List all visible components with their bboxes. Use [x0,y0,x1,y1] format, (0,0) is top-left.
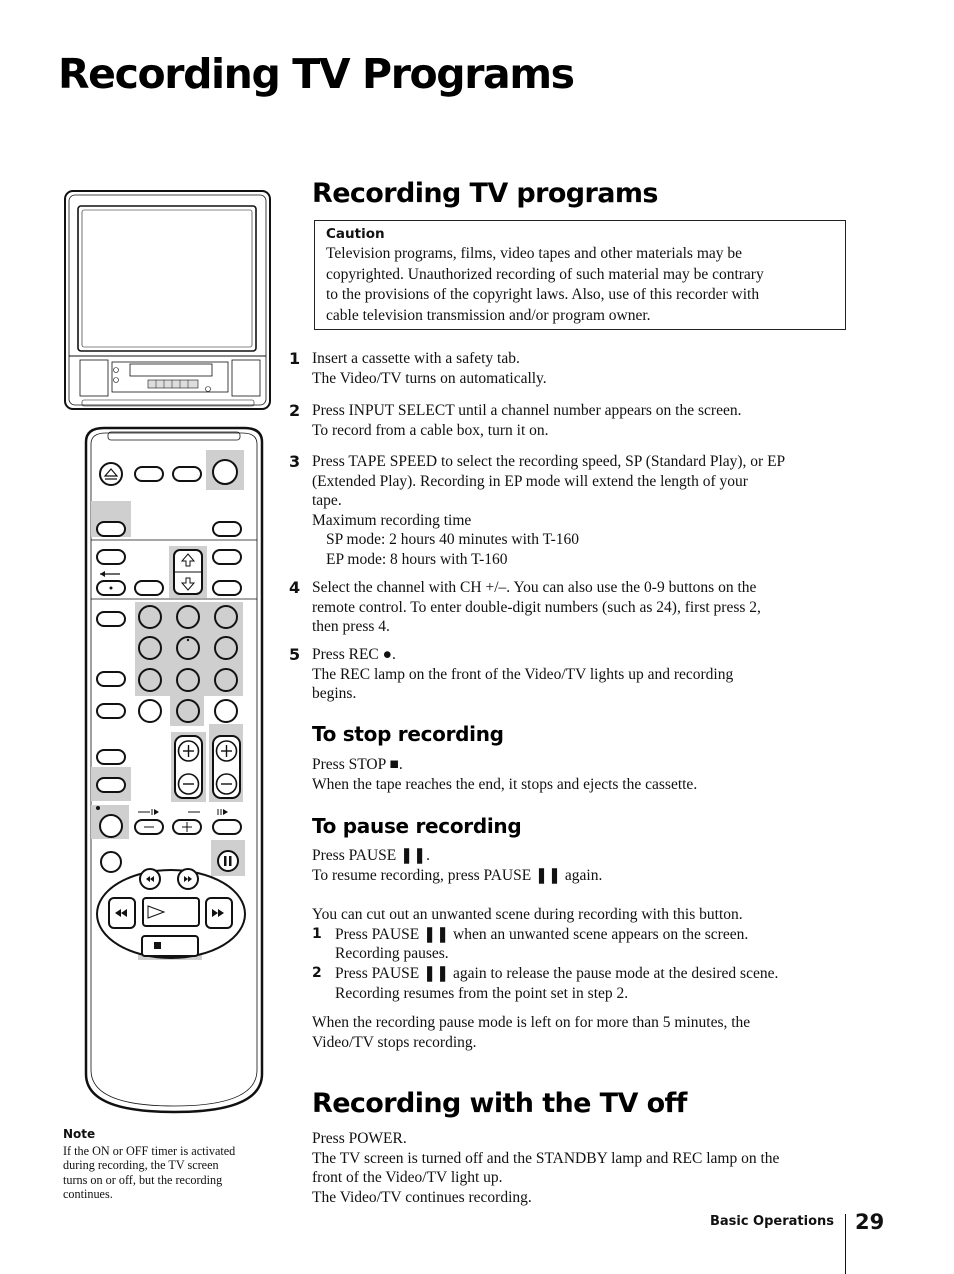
body-line: You can cut out an unwanted scene during recording with this button. [312,906,743,924]
pause-recording-text [312,846,852,1052]
body-line: Recording resumes from the point set in step 2. [335,984,629,1002]
step-text: Press INPUT SELECT until a channel number appears on the screen. [312,402,742,419]
footer-divider [845,1214,846,1274]
caution-line: Television programs, films, video tapes and other materials may be [326,245,743,262]
note-line: If the ON or OFF timer is activated [63,1144,236,1158]
step-text: SP mode: 2 hours 40 minutes with T-160 [326,531,580,549]
step-number: 4 [289,578,301,597]
body-line: To resume recording, press PAUSE ❚❚ again. [312,866,603,884]
note [63,1127,268,1202]
step-number: 5 [289,645,301,664]
page-title: Recording TV Programs [58,50,574,98]
caution-line: to the provisions of the copyright laws. Also, use of this recorder with [326,286,760,303]
step-text: Press REC ●. [312,646,396,663]
caution-line: copyrighted. Unauthorized recording of such material may be contrary [326,265,764,283]
body-line: Press PAUSE ❚❚. [312,847,430,864]
step-text: tape. [312,492,342,510]
step-text: The REC lamp on the front of the Video/TV lights up and recording [312,665,734,683]
tv-off-text [312,1129,852,1207]
step-text: then press 4. [312,618,390,636]
substep-number: 2 [312,964,322,981]
caution-line: cable television transmission and/or program owner. [326,306,651,324]
note-line: continues. [63,1187,113,1202]
body-line: Press PAUSE ❚❚ when an unwanted scene appears on the screen. [335,925,749,943]
body-line: Press PAUSE ❚❚ again to release the pause mode at the desired scene. [335,964,779,982]
pause-substep-1 [312,925,852,964]
tv-vcr-combo-icon [60,186,280,416]
step-text: (Extended Play). Recording in EP mode will extend the length of your [312,472,748,490]
section-heading-recording: Recording TV programs [312,178,658,209]
body-line: When the tape reaches the end, it stops and ejects the cassette. [312,775,698,793]
step-text: To record from a cable box, turn it on. [312,421,549,439]
step-number: 1 [289,349,301,368]
body-line: Press STOP ■. [312,756,403,773]
caution-title: Caution [326,226,385,242]
body-line: Recording pauses. [335,945,449,963]
step-number: 2 [289,401,301,420]
subheading-pause-recording: To pause recording [312,814,522,838]
remote-control-icon [76,424,276,1124]
body-line: The TV screen is turned off and the STANDBY lamp and REC lamp on the [312,1149,780,1167]
body-line: Video/TV stops recording. [312,1033,477,1051]
note-line: turns on or off, but the recording [63,1172,223,1187]
note-title: Note [63,1127,96,1141]
step-text: Maximum recording time [312,511,472,529]
page-number: 29 [855,1210,885,1234]
substep-number: 1 [312,925,322,942]
step-text: EP mode: 8 hours with T-160 [326,550,508,568]
step-text: remote control. To enter double-digit numbers (such as 24), first press 2, [312,598,761,616]
body-line: The Video/TV continues recording. [312,1188,532,1206]
subheading-stop-recording: To stop recording [312,722,504,746]
step-text: begins. [312,685,357,703]
section-heading-tv-off: Recording with the TV off [312,1088,687,1119]
pause-substep-2 [312,964,852,1003]
body-line: Press POWER. [312,1130,407,1147]
footer-section-label: Basic Operations [709,1214,834,1229]
body-line: front of the Video/TV light up. [312,1169,503,1187]
step-text: The Video/TV turns on automatically. [312,369,547,387]
step-text: Select the channel with CH +/–. You can also use the 0-9 buttons on the [312,579,757,596]
caution-box [314,220,846,330]
note-line: during recording, the TV screen [63,1158,219,1173]
stop-recording-text [312,755,852,794]
step-text: Press TAPE SPEED to select the recording speed, SP (Standard Play), or EP [312,453,786,470]
body-line: When the recording pause mode is left on for more than 5 minutes, the [312,1014,751,1032]
step-text: Insert a cassette with a safety tab. [312,350,520,367]
step-number: 3 [289,452,301,471]
